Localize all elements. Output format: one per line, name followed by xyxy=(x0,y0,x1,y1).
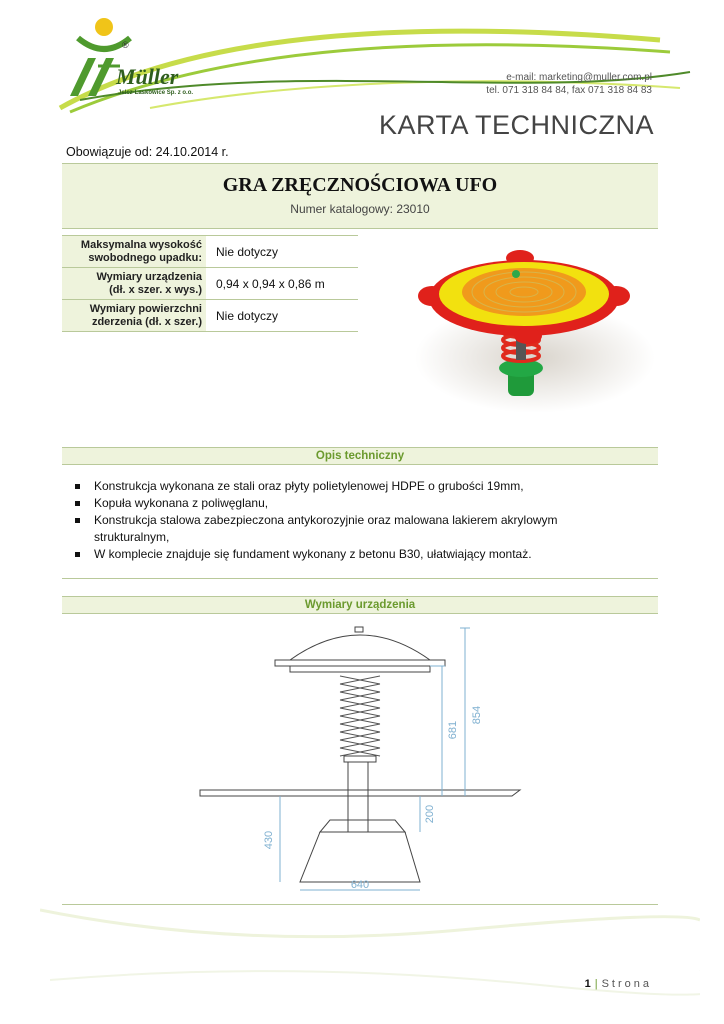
dim-height-top: 681 xyxy=(447,720,459,740)
list-item: Konstrukcja wykonana ze stali oraz płyty polietylenowej HDPE o grubości 19mm, xyxy=(72,478,632,495)
page-header xyxy=(0,0,724,150)
table-row xyxy=(62,236,358,268)
spec-label: Wymiary urządzenia (dł. x szer. x wys.) xyxy=(62,268,206,300)
list-item: Kopuła wykonana z poliwęglanu, xyxy=(72,495,632,512)
description-list xyxy=(72,478,632,563)
description-heading: Opis techniczny xyxy=(62,447,658,465)
dim-height-total: 854 xyxy=(471,705,483,725)
dim-foundation-depth: 430 xyxy=(263,830,275,850)
logo-subtext: Jelcz-Laskowice Sp. z o.o. xyxy=(118,90,194,96)
logo-text: Müller xyxy=(116,64,179,89)
dimensions-heading: Wymiary urządzenia xyxy=(62,596,658,614)
spec-label: Maksymalna wysokość swobodnego upadku: xyxy=(62,236,206,268)
spec-value: Nie dotyczy xyxy=(206,236,358,268)
list-item: W komplecie znajduje się fundament wykonany z betonu B30, ułatwiający montaż. xyxy=(72,546,632,563)
product-render-image xyxy=(410,238,660,413)
document-title: KARTA TECHNICZNA xyxy=(378,110,654,140)
logo-sun-icon xyxy=(95,18,113,36)
product-name: GRA ZRĘCZNOŚCIOWA UFO xyxy=(222,174,498,196)
page-number: 1 | Strona xyxy=(584,978,652,990)
divider xyxy=(62,578,658,579)
dimension-drawing xyxy=(180,620,540,900)
catalog-number: Numer katalogowy: 23010 xyxy=(290,202,430,216)
list-item: Konstrukcja stalowa zabezpieczona antykorozyjnie oraz malowana lakierem akrylowym strukturalnym, xyxy=(72,512,632,546)
spec-label: Wymiary powierzchni zderzenia (dł. x szer.) xyxy=(62,300,206,332)
spec-value: 0,94 x 0,94 x 0,86 m xyxy=(206,268,358,300)
table-row xyxy=(62,268,358,300)
contact-email: e-mail: marketing@muller.com.pl xyxy=(506,72,652,83)
effective-date: Obowiązuje od: 24.10.2014 r. xyxy=(66,145,229,159)
dim-height-base: 200 xyxy=(424,804,436,824)
logo-registered-mark: ® xyxy=(122,40,129,50)
table-row xyxy=(62,300,358,332)
spec-value: Nie dotyczy xyxy=(206,300,358,332)
product-title-box xyxy=(62,163,658,229)
spec-table xyxy=(62,235,358,332)
dim-foundation-width: 640 xyxy=(350,879,370,891)
contact-phone: tel. 071 318 84 84, fax 071 318 84 83 xyxy=(486,85,652,96)
